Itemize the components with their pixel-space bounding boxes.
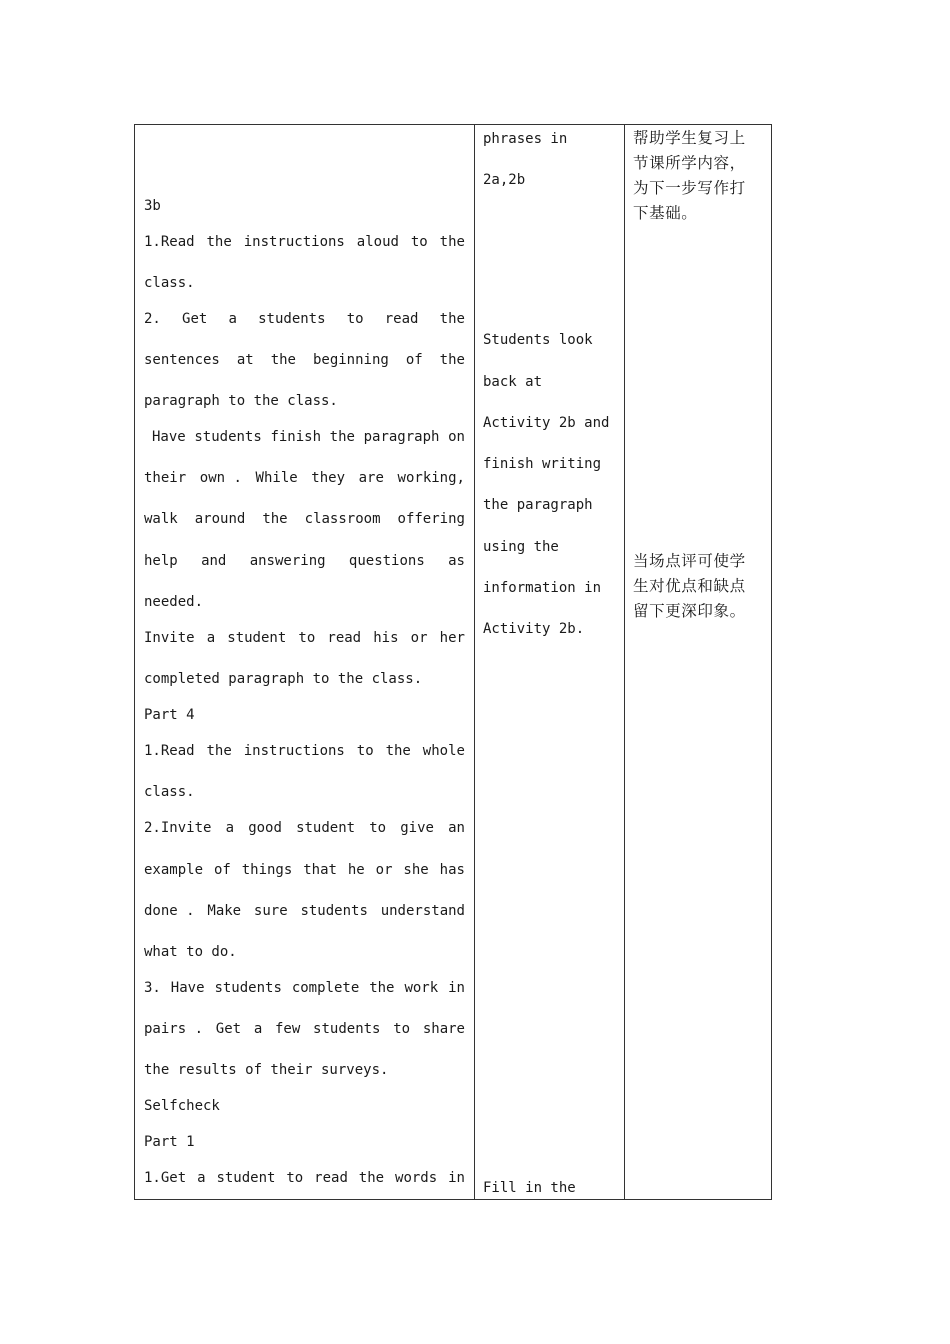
word: read: [327, 630, 362, 646]
teacher-activity-cell: [135, 125, 475, 1199]
word: on: [448, 429, 465, 445]
word: student: [296, 820, 356, 836]
word: students: [313, 1021, 381, 1037]
text-line: [144, 510, 465, 528]
text-line: using the: [483, 539, 559, 555]
word: he: [347, 862, 365, 878]
word: complete: [291, 980, 360, 996]
word: to: [298, 630, 316, 646]
word: has: [439, 862, 465, 878]
word: Have: [152, 429, 186, 445]
word: or: [410, 630, 428, 646]
text-line: [144, 310, 465, 328]
word: the: [439, 311, 465, 327]
word: student: [216, 1170, 276, 1186]
word: While: [255, 470, 298, 486]
word: 2.: [144, 311, 161, 327]
word: read: [314, 1170, 348, 1186]
text-line: 帮助学生复习上: [633, 129, 746, 147]
text-line: Activity 2b and: [483, 415, 610, 431]
text-line: 下基础。: [633, 204, 698, 222]
word: the: [369, 980, 395, 996]
word: a: [225, 820, 235, 836]
text-line: phrases in: [483, 131, 568, 147]
word: the: [262, 511, 288, 527]
text-line: [152, 428, 465, 446]
word: read: [384, 311, 419, 327]
word: sentences: [144, 352, 220, 368]
word: to: [369, 820, 387, 836]
word: and: [201, 553, 227, 569]
text-line: back at: [483, 374, 543, 390]
text-line: what to do.: [144, 944, 237, 960]
text-line: needed.: [144, 594, 204, 610]
word: Have: [170, 980, 205, 996]
word: questions: [348, 553, 425, 569]
word: answering: [249, 553, 326, 569]
text-line: the paragraph: [483, 497, 593, 513]
section-label-selfcheck: Selfcheck: [144, 1098, 220, 1114]
word: 1.Read: [144, 234, 195, 250]
word: things: [241, 862, 293, 878]
word: instructions: [243, 743, 345, 759]
word: to: [356, 743, 374, 759]
text-line: 当场点评可使学: [633, 552, 746, 570]
text-line: finish writing: [483, 456, 602, 472]
text-line: [144, 1169, 465, 1187]
text-line: paragraph to the class.: [144, 393, 338, 409]
word: pairs .: [144, 1021, 204, 1037]
text-line: the results of their surveys.: [144, 1062, 389, 1078]
section-label-part-4: Part 4: [144, 707, 195, 723]
student-activity-cell: [474, 125, 625, 1199]
word: as: [448, 553, 465, 569]
text-line: [144, 552, 465, 570]
text-line: [144, 1020, 465, 1038]
word: working,: [397, 470, 465, 486]
word: the: [206, 743, 232, 759]
word: are: [358, 470, 384, 486]
word: share: [422, 1021, 465, 1037]
word: in: [448, 980, 465, 996]
word: the: [439, 234, 465, 250]
word: of: [405, 352, 423, 368]
word: help: [144, 553, 178, 569]
text-line: [144, 861, 465, 879]
word: students: [300, 903, 368, 919]
word: they: [311, 470, 346, 486]
text-line: 节课所学内容，: [633, 154, 746, 172]
text-line: Students look: [483, 332, 593, 348]
word: her: [439, 630, 465, 646]
text-line: [144, 629, 465, 647]
text-line: [144, 819, 465, 837]
word: of: [213, 862, 231, 878]
word: whole: [422, 743, 465, 759]
word: at: [236, 352, 254, 368]
text-line: Activity 2b.: [483, 621, 585, 637]
word: the: [358, 1170, 385, 1186]
word: paragraph: [363, 429, 440, 445]
text-line: 2a,2b: [483, 172, 526, 188]
design-intent-cell: [624, 125, 772, 1199]
text-line: 为下一步写作打: [633, 179, 746, 197]
word: good: [248, 820, 282, 836]
word: in: [448, 1170, 465, 1186]
word: own .: [199, 470, 242, 486]
text-line: [144, 351, 465, 369]
word: a: [228, 311, 237, 327]
word: 1.Get: [144, 1170, 187, 1186]
word: to: [346, 311, 364, 327]
word: aloud: [356, 234, 399, 250]
word: done .: [144, 903, 195, 919]
word: students: [194, 429, 262, 445]
word: the: [439, 352, 465, 368]
text-line: 留下更深印象。: [633, 602, 746, 620]
word: beginning: [312, 352, 389, 368]
lesson-plan-table: [134, 124, 772, 1200]
word: finish: [270, 429, 322, 445]
text-line: [144, 902, 465, 920]
word: a: [206, 630, 216, 646]
word: words: [395, 1170, 438, 1186]
word: to: [393, 1021, 411, 1037]
word: their: [144, 470, 187, 486]
word: give: [400, 820, 434, 836]
word: an: [448, 820, 465, 836]
word: student: [227, 630, 287, 646]
word: the: [385, 743, 411, 759]
word: instructions: [243, 234, 345, 250]
word: Get: [182, 311, 208, 327]
text-line: completed paragraph to the class.: [144, 671, 423, 687]
word: students: [214, 980, 282, 996]
word: the: [206, 234, 232, 250]
word: she: [403, 862, 429, 878]
word: that: [303, 862, 337, 878]
word: the: [270, 352, 296, 368]
word: the: [329, 429, 355, 445]
word: classroom: [304, 511, 381, 527]
word: sure: [253, 903, 288, 919]
text-line: [144, 742, 465, 760]
word: walk: [144, 511, 178, 527]
word: example: [144, 862, 204, 878]
word: offering: [397, 511, 465, 527]
word: Invite: [144, 630, 195, 646]
word: around: [194, 511, 246, 527]
word: a: [197, 1170, 206, 1186]
word: 3.: [144, 980, 161, 996]
word: work: [404, 980, 439, 996]
text-line: 生对优点和缺点: [633, 577, 746, 595]
text-line: [144, 469, 465, 487]
text-line: Fill in the: [483, 1180, 576, 1196]
word: understand: [380, 903, 465, 919]
word: to: [410, 234, 428, 250]
word: to: [286, 1170, 304, 1186]
section-label-3b: 3b: [144, 198, 161, 214]
word: students: [258, 311, 326, 327]
word: 2.Invite: [144, 820, 212, 836]
text-line: [144, 233, 465, 251]
text-line: [144, 979, 465, 997]
text-line: information in: [483, 580, 602, 596]
word: a: [253, 1021, 263, 1037]
word: 1.Read: [144, 743, 195, 759]
section-label-part-1: Part 1: [144, 1134, 195, 1150]
word: or: [375, 862, 393, 878]
text-line: class.: [144, 275, 195, 291]
word: his: [373, 630, 399, 646]
word: Make: [207, 903, 242, 919]
text-line: class.: [144, 784, 195, 800]
word: few: [275, 1021, 301, 1037]
word: Get: [215, 1021, 242, 1037]
